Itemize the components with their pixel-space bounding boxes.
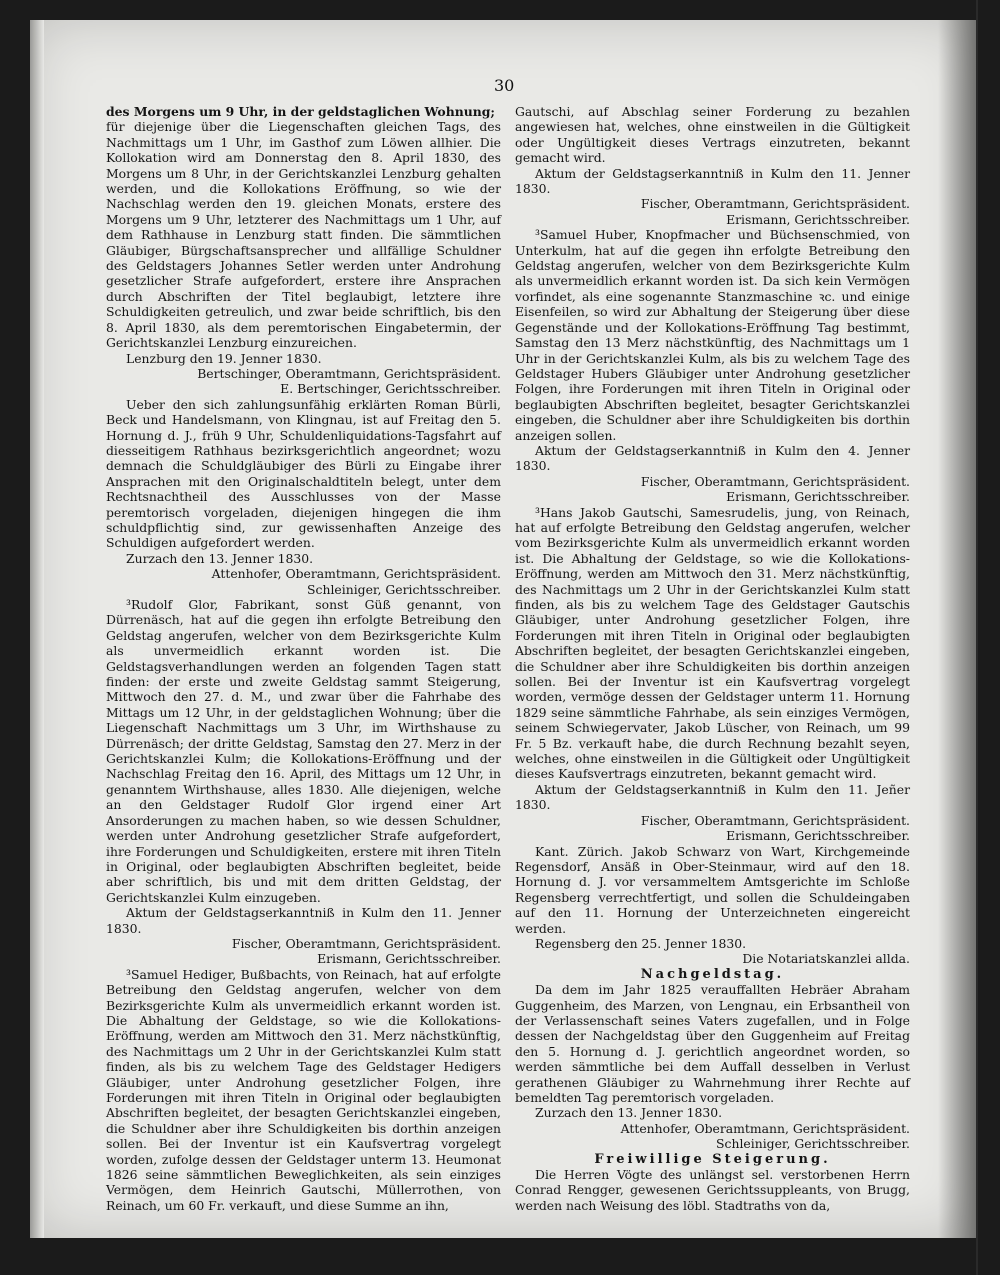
page-edge-shadow	[938, 20, 978, 1238]
notice-setler-signature-2: E. Bertschinger, Gerichtsschreiber.	[280, 381, 501, 397]
notice-buerli-date: Zurzach den 13. Jenner 1830.	[126, 550, 314, 566]
notice-schwarz-signature: Die Notariatskanzlei allda.	[742, 951, 910, 967]
notice-hediger-continuation: Gautschi, auf Abschlag seiner Forderung zu bezahlen angewiesen hat, welches, ohne einstweilen in die Gültigkeit oder Ungültigkeit dieses Vertrags einzutreten, bekannt gemacht wird.	[515, 104, 910, 166]
notice-setler-heading-line: des Morgens um 9 Uhr, in der geldstaglichen Wohnung;	[106, 104, 495, 119]
notice-hediger-date: Aktum der Geldstagserkanntniß in Kulm den 11. Jenner 1830.	[515, 165, 910, 197]
notice-glor-signature-1: Fischer, Oberamtmann, Gerichtspräsident.	[231, 935, 501, 951]
notice-guggenheim-signature-1: Attenhofer, Oberamtmann, Gerichtspräsident.	[620, 1120, 910, 1136]
notice-huber-signature-2: Erismann, Gerichtsschreiber.	[726, 489, 910, 505]
notice-hediger-signature-1: Fischer, Oberamtmann, Gerichtspräsident.	[640, 196, 910, 212]
notice-glor-date: Aktum der Geldstagserkanntniß in Kulm den 11. Jenner 1830.	[106, 905, 501, 936]
left-column	[106, 104, 501, 1213]
section-heading-freiwillige-steigerung: Freiwillige Steigerung.	[594, 1151, 831, 1167]
page-number: 30	[494, 76, 515, 95]
notice-setler-body: für diejenige über die Liegenschaften gleichen Tags, des Nachmittags um 1 Uhr, im Gasthof zum Löwen allhier. Die Kollokation wird am Donnerstag den 8. April 1830, des Morgens um 8 Uhr, in der Gerichtskanzlei Lenzburg gehalten werden, und die Kollokations Eröffnung, so wie der Nachschlag werden den 19. gleichen Monats, erstere des Morgens um 9 Uhr, letzterer des Nachmittags um 1 Uhr, auf dem Rathhause in Lenzburg statt finden. Die sämmtlichen Gläubiger, Bürgschaftsansprecher und allfällige Schuldner des Geldstagers Johannes Setler werden unter Androhung gesetzlicher Strafe aufgefordert, erstere ihre Ansprachen durch Abschriften der Titel beglaubigt, letztere ihre Schuldigkeiten getreulich, und zwar beide schriftlich, bis den 8. April 1830, als dem peremtorischen Eingabetermin, der Gerichtskanzlei Lenzburg einzureichen.	[106, 119, 501, 351]
notice-glor-body: ³Rudolf Glor, Fabrikant, sonst Güß genannt, von Dürrenäsch, hat auf die gegen ihn erfolgte Betreibung den Geldstag angerufen, welcher von dem Bezirksgerichte Kulm als unvermeidlich erkannt worden ist. Die Geldstagsverhandlungen werden an folgenden Tagen statt finden: der erste und zweite Geldstag sammt Steigerung, Mittwoch den 27. d. M., und zwar über die Fahrhabe des Mittags um 12 Uhr, in der geldstaglichen Wohnung; über die Liegenschaft Nachmittags um 3 Uhr, im Wirthshause zu Dürrenäsch; der dritte Geldstag, Samstag den 27. Merz in der Gerichtskanzlei Kulm; die Kollokations-Eröffnung und der Nachschlag Freitag den 16. April, des Mittags um 12 Uhr, in genanntem Wirthshause, alles 1830. Alle diejenigen, welche an den Geldstager Rudolf Glor irgend einer Art Ansorderungen zu machen haben, so wie dessen Schuldner, werden unter Androhung gesetzlicher Strafe aufgefordert, ihre Forderungen und Schuldigkeiten, erstere mit ihren Titeln in Original, oder beglaubigten Abschriften begleitet, beide aber schriftlich, bis und mit dem dritten Geldstag, der Gerichtskanzlei Kulm einzugeben.	[106, 597, 501, 905]
notice-huber-signature-1: Fischer, Oberamtmann, Gerichtspräsident.	[640, 473, 910, 489]
notice-gautschi-signature-2: Erismann, Gerichtsschreiber.	[726, 828, 910, 844]
notice-huber-body: ³Samuel Huber, Knopfmacher und Büchsenschmied, von Unterkulm, hat auf die gegen ihn erfolgte Betreibung den Geldstag angerufen, welcher von dem Bezirksgerichte Kulm als unvermeidlich erkannt worden ist. Da sich kein Vermögen vorfindet, als eine sogenannte Stanzmaschine ꝛc. und einige Eisenfeilen, so wird zur Abhaltung der Steigerung über diese Gegenstände und der Kollokations-Eröffnung Tag bestimmt, Samstag den 13 Merz nächstkünftig, des Nachmittags um 1 Uhr in der Gerichtskanzlei Kulm, als bis zu welchem Tage des Geldstager Hubers Gläubiger unter Androhung gesetzlicher Folgen, ihre Forderungen mit ihren Titeln in Original oder beglaubigten Abschriften begleitet, besagter Gerichtskanzlei eingeben, die Schuldner aber ihre Schuldigkeiten bis dorthin anzeigen sollen.	[515, 227, 910, 443]
notice-buerli-signature-2: Schleiniger, Gerichtsschreiber.	[307, 581, 501, 597]
notice-guggenheim-body: Da dem im Jahr 1825 verauffallten Hebräer Abraham Guggenheim, des Marzen, von Lengnau, ein Erbsantheil von der Verlassenschaft seines Vaters zugefallen, und in Folge dessen der Nachgeldstag über den Guggenheim auf Freitag den 5. Hornung d. J. gerichtlich angeordnet worden, so werden sämmtliche bei dem Auffall desselben in Verlust gerathenen Gläubiger zu Wahrnehmung ihrer Rechte auf bemeldten Tag peremtorisch vorgeladen.	[515, 982, 910, 1105]
notice-setler-signature-1: Bertschinger, Oberamtmann, Gerichtspräsident.	[197, 365, 501, 381]
notice-guggenheim-date: Zurzach den 13. Jenner 1830.	[535, 1105, 723, 1121]
notice-schwarz-body: Kant. Zürich. Jakob Schwarz von Wart, Kirchgemeinde Regensdorf, Ansäß in Ober-Steinmaur, wird auf den 18. Hornung d. J. vor versammeltem Amtsgerichte im Schloße Regensberg verrechtfertigt, und sollen die Schuldeingaben auf den 11. Hornung der Unterzeichneten eingereicht werden.	[515, 843, 910, 936]
scan-border-line	[976, 0, 978, 1275]
section-heading-nachgeldstag: Nachgeldstag.	[640, 966, 785, 982]
newspaper-page	[30, 20, 978, 1238]
notice-buerli-signature-1: Attenhofer, Oberamtmann, Gerichtspräsident.	[211, 566, 501, 582]
notice-hediger-body: ³Samuel Hediger, Bußbachts, von Reinach, hat auf erfolgte Betreibung den Geldstag angerufen, welcher von dem Bezirksgerichte Kulm als unvermeidlich erkannt worden ist. Die Abhaltung der Geldstage, so wie die Kollokations-Eröffnung, werden am Mittwoch den 31. Merz nächstkünftig, des Nachmittags um 2 Uhr in der Gerichtskanzlei Kulm statt finden, als bis zu welchem Tage des Geldstager Hedigers Gläubiger, unter Androhung gesetzlicher Folgen, ihre Forderungen mit ihren Titeln in Original oder beglaubigten Abschriften begleitet, der besagten Gerichtskanzlei eingeben, die Schuldner aber ihre Schuldigkeiten bis dorthin anzeigen sollen. Bei der Inventur ist ein Kaufsvertrag vorgelegt worden, zufolge dessen der Geldstager unterm 13. Heumonat 1826 seine sämmtlichen Beweglichkeiten, als sein einziges Vermögen, dem Heinrich Gautschi, Müllerrothen, von Reinach, um 60 Fr. verkauft, und diese Summe an ihn,	[106, 966, 501, 1213]
notice-buerli-body: Ueber den sich zahlungsunfähig erklärten Roman Bürli, Beck und Handelsmann, von Klingnau, ist auf Freitag den 5. Hornung d. J., früh 9 Uhr, Schuldenliquidations-Tagsfahrt auf diesseitigem Rathhaus bezirksgerichtlich angeordnet; wozu demnach die Schuldgläubiger des Bürli zu Eingabe ihrer Ansprachen mit den Originalschaldtiteln belegt, unter dem Rechtsnachtheil des Ausschlusses von der Masse peremtorisch vorgeladen, diejenigen hingegen die ihm schuldpflichtig sind, zur gewissenhaften Anzeige des Schuldigen aufgefordert werden.	[106, 396, 501, 551]
notice-rengger-body: Die Herren Vögte des unlängst sel. verstorbenen Herrn Conrad Rengger, gewesenen Gerichtssuppleants, von Brugg, werden nach Weisung des löbl. Stadtraths von da,	[515, 1167, 910, 1213]
notice-hediger-signature-2: Erismann, Gerichtsschreiber.	[726, 211, 910, 227]
right-column	[515, 104, 910, 1213]
notice-setler-date: Lenzburg den 19. Jenner 1830.	[126, 350, 322, 366]
notice-gautschi-body: ³Hans Jakob Gautschi, Samesrudelis, jung, von Reinach, hat auf erfolgte Betreibung den Geldstag angerufen, welcher vom Bezirksgerichte Kulm als unvermeidlich erkannt worden ist. Die Abhaltung der Geldstage, so wie die Kollokations-Eröffnung, werden am Mittwoch den 31. Merz nächstkünftig, des Nachmittags um 2 Uhr in der Gerichtskanzlei Kulm statt finden, als bis zu welchem Tage des Geldstager Gautschis Gläubiger, unter Androhung gesetzlicher Folgen, ihre Forderungen mit ihren Titeln in Original oder beglaubigten Abschriften begleitet, der besagten Gerichtskanzlei eingeben, die Schuldner aber ihre Schuldigkeiten bis dorthin anzeigen sollen. Bei der Inventur ist ein Kaufsvertrag vorgelegt worden, vermöge dessen der Geldstager unterm 11. Hornung 1829 seine sämmtliche Fahrhabe, als sein einziges Vermögen, seinem Schwiegervater, Jakob Lüscher, von Reinach, um 99 Fr. 5 Bz. verkauft habe, die durch Rechnung bezahlt seyen, welches, ohne einstweilen in die Gültigkeit oder Ungültigkeit dieses Kaufsvertrags einzutreten, bekannt gemacht wird.	[515, 504, 910, 782]
notice-gautschi-date: Aktum der Geldstagserkanntniß in Kulm den 11. Jeñer 1830.	[515, 781, 910, 813]
notice-schwarz-date: Regensberg den 25. Jenner 1830.	[535, 935, 747, 951]
notice-guggenheim-signature-2: Schleiniger, Gerichtsschreiber.	[716, 1136, 910, 1152]
notice-glor-signature-2: Erismann, Gerichtsschreiber.	[317, 951, 501, 967]
notice-huber-date: Aktum der Geldstagserkanntniß in Kulm den 4. Jenner 1830.	[515, 442, 910, 474]
notice-gautschi-signature-1: Fischer, Oberamtmann, Gerichtspräsident.	[640, 812, 910, 828]
page-spine-shadow	[30, 20, 44, 1238]
